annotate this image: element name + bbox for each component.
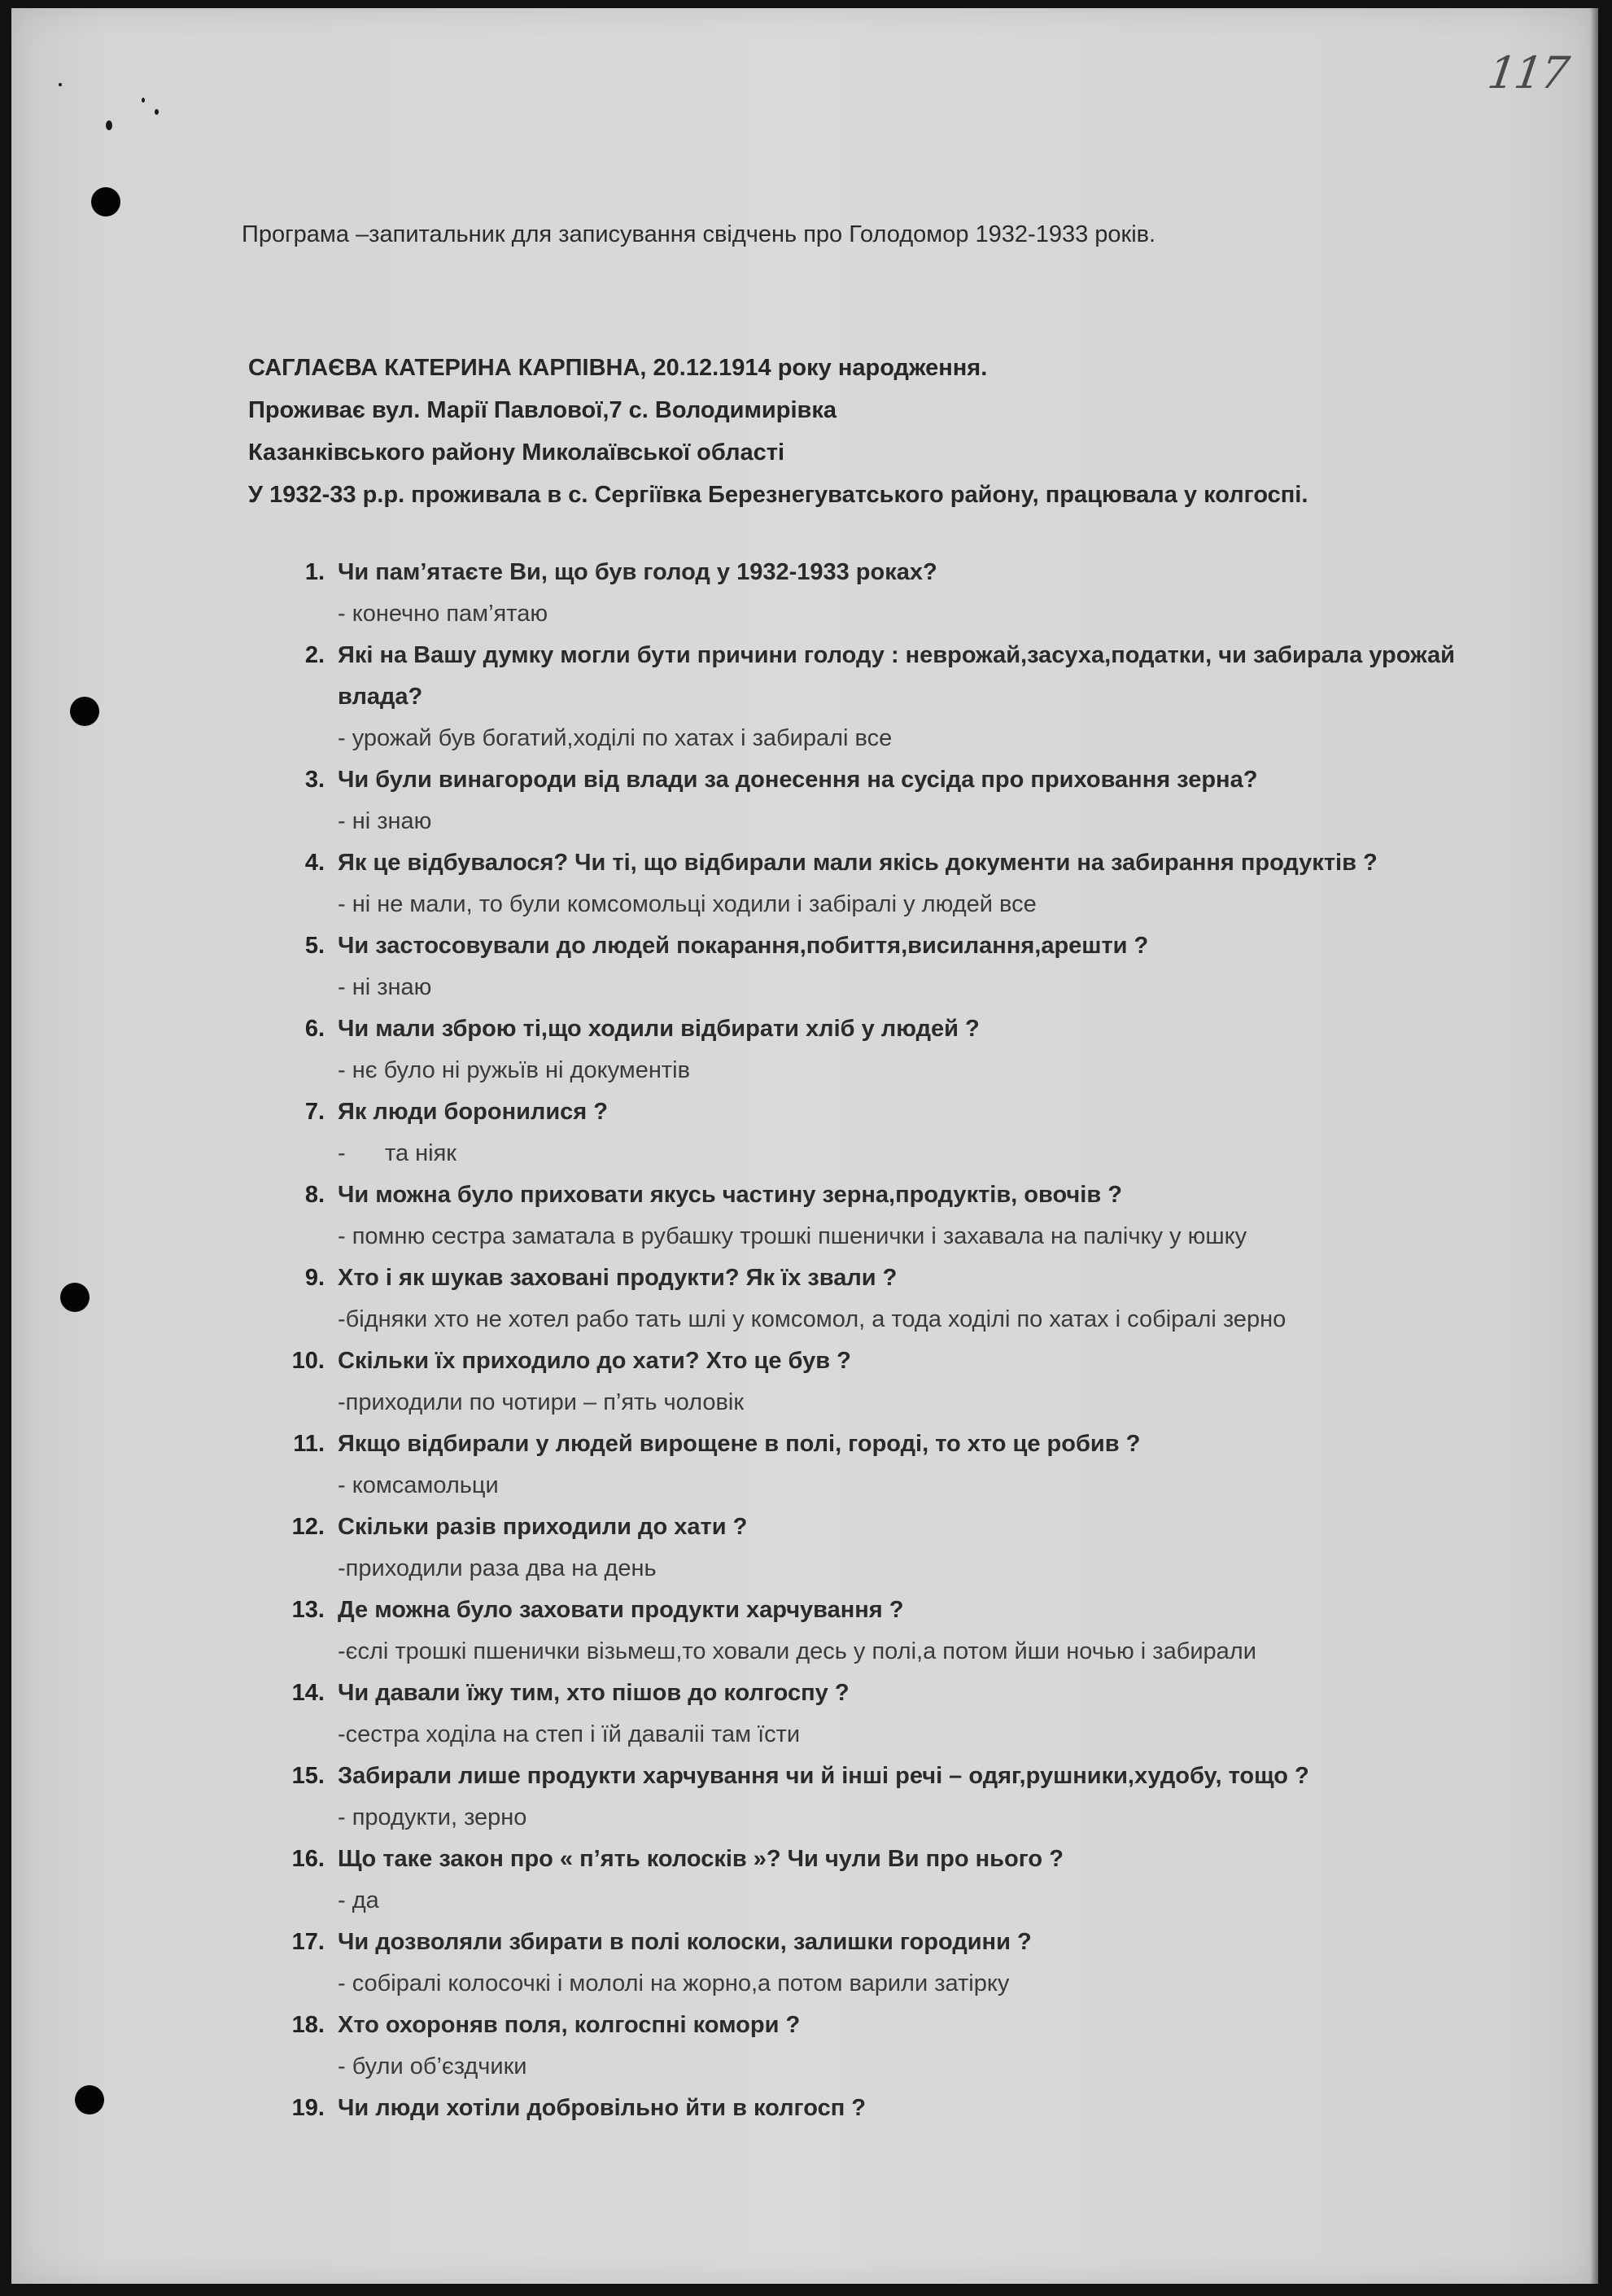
respondent-region-line: Казанківського району Миколаївської області <box>248 440 785 466</box>
question-number: 14. <box>291 1680 325 1706</box>
list-item <box>282 2088 1519 2129</box>
answer-text: - помню сестра заматала в рубашку трошкі пшенички і захавала на палічку у юшку <box>338 1223 1247 1249</box>
question-text: Скільки разів приходили до хати ? <box>338 1514 748 1540</box>
answer-text: - ні знаю <box>338 808 432 834</box>
answer-text: -сестра ходіла на степ і їй даваліі там їсти <box>338 1721 801 1747</box>
answer-text: - ні знаю <box>338 974 432 1000</box>
list-item <box>282 552 1519 635</box>
question-text: Чи давали їжу тим, хто пішов до колгоспу ? <box>338 1680 850 1706</box>
punch-hole-3 <box>60 1283 90 1312</box>
question-text: Як люди боронилися ? <box>338 1099 608 1125</box>
list-item <box>282 1174 1519 1257</box>
answer-text: - та ніяк <box>338 1140 457 1166</box>
page-edge-shadow <box>1590 8 1598 2284</box>
question-number: 5. <box>304 933 325 959</box>
document-page <box>11 8 1598 2284</box>
list-item <box>282 1091 1519 1174</box>
answer-text: - конечно пам’ятаю <box>338 601 548 627</box>
question-number: 11. <box>293 1431 325 1457</box>
question-number: 12. <box>291 1514 325 1540</box>
speck-4 <box>59 83 62 86</box>
question-text: Чи дозволяли збирати в полі колоски, залишки городини ? <box>338 1929 1032 1955</box>
list-item <box>282 1340 1519 1424</box>
answer-text: - урожай був богатий,ходілі по хатах і забиралі все <box>338 725 893 751</box>
list-item <box>282 1008 1519 1091</box>
answer-text: - були об’єздчики <box>338 2053 527 2080</box>
question-number: 17. <box>291 1929 325 1955</box>
question-text: Якщо відбирали у людей вирощене в полі, городі, то хто це робив ? <box>338 1431 1141 1457</box>
speck-2 <box>142 98 145 103</box>
list-item <box>282 925 1519 1008</box>
question-number: 2. <box>304 642 325 668</box>
list-item <box>282 1673 1519 1756</box>
list-item <box>282 759 1519 842</box>
question-number: 15. <box>291 1763 325 1789</box>
question-number: 19. <box>291 2095 325 2121</box>
question-text: Скільки їх приходило до хати? Хто це був ? <box>338 1348 851 1374</box>
question-text: Де можна було заховати продукти харчування ? <box>338 1597 904 1623</box>
list-item <box>282 1507 1519 1590</box>
list-item <box>282 635 1519 759</box>
answer-text: - собіралі колосочкі і мололі на жорно,а потом варили затірку <box>338 1970 1010 1996</box>
list-item <box>282 2005 1519 2088</box>
question-text: Хто і як шукав заховані продукти? Як їх звали ? <box>338 1265 898 1291</box>
document-title: Програма –запитальник для записування свідчень про Голодомор 1932-1933 років. <box>242 221 1156 247</box>
answer-text: -бідняки хто не хотел рабо тать шлі у комсомол, а тода ходілі по хатах і собіралі зерно <box>338 1306 1287 1332</box>
respondent-address-line: Проживає вул. Марії Павлової,7 с. Володимирівка <box>248 397 837 423</box>
question-answer-list <box>282 552 1519 2129</box>
list-item <box>282 842 1519 925</box>
question-text: Що таке закон про « п’ять колосків »? Чи чули Ви про нього ? <box>338 1846 1064 1872</box>
answer-text: -єслі трошкі пшенички візьмеш,то ховали десь у полі,а потом йши ночью і забирали <box>338 1638 1256 1664</box>
answer-text: - ні не мали, то були комсомольці ходили і забіралі у людей все <box>338 891 1037 917</box>
list-item <box>282 1839 1519 1922</box>
question-number: 16. <box>291 1846 325 1872</box>
punch-hole-4 <box>75 2085 104 2115</box>
list-item <box>282 1756 1519 1839</box>
question-number: 7. <box>304 1099 325 1125</box>
answer-text: -приходили по чотири – п’ять чоловік <box>338 1389 745 1415</box>
list-item <box>282 1922 1519 2005</box>
speck-1 <box>106 120 112 130</box>
speck-3 <box>155 109 159 115</box>
question-number: 3. <box>304 767 325 793</box>
punch-hole-1 <box>91 187 120 216</box>
question-text: Які на Вашу думку могли бути причини голоду : неврожай,засуха,податки, чи забирала урожай влада? <box>338 642 1455 710</box>
respondent-name-line: САГЛАЄВА КАТЕРИНА КАРПІВНА, 20.12.1914 року народження. <box>248 355 988 381</box>
question-number: 10. <box>291 1348 325 1374</box>
respondent-history-line: У 1932-33 р.р. проживала в с. Сергіївка Березнегуватського району, працювала у колгоспі. <box>248 482 1308 508</box>
question-number: 1. <box>304 559 325 585</box>
question-number: 4. <box>304 850 325 876</box>
question-text: Як це відбувалося? Чи ті, що відбирали мали якісь документи на забирання продуктів ? <box>338 850 1378 876</box>
answer-text: - да <box>338 1887 379 1913</box>
punch-hole-2 <box>70 697 99 726</box>
question-text: Хто охороняв поля, колгоспні комори ? <box>338 2012 801 2038</box>
list-item <box>282 1257 1519 1340</box>
question-text: Чи були винагороди від влади за донесення на сусіда про приховання зерна? <box>338 767 1258 793</box>
list-item <box>282 1424 1519 1507</box>
question-number: 18. <box>291 2012 325 2038</box>
question-number: 9. <box>304 1265 325 1291</box>
question-text: Чи мали зброю ті,що ходили відбирати хліб у людей ? <box>338 1016 980 1042</box>
question-text: Забирали лише продукти харчування чи й інші речі – одяг,рушники,худобу, тощо ? <box>338 1763 1309 1789</box>
question-text: Чи пам’ятаєте Ви, що був голод у 1932-1933 роках? <box>338 559 937 585</box>
answer-text: - комсамольци <box>338 1472 499 1498</box>
list-item <box>282 1590 1519 1673</box>
question-text: Чи люди хотіли добровільно йти в колгосп ? <box>338 2095 867 2121</box>
page-number: 117 <box>1484 47 1571 98</box>
question-number: 13. <box>291 1597 325 1623</box>
question-text: Чи можна було приховати якусь частину зерна,продуктів, овочів ? <box>338 1182 1122 1208</box>
question-number: 8. <box>304 1182 325 1208</box>
answer-text: -приходили раза два на день <box>338 1555 657 1581</box>
question-number: 6. <box>304 1016 325 1042</box>
question-text: Чи застосовували до людей покарання,побиття,висилання,арешти ? <box>338 933 1149 959</box>
answer-text: - нє було ні ружьїв ні документів <box>338 1057 690 1083</box>
answer-text: - продукти, зерно <box>338 1804 527 1830</box>
respondent-header <box>248 347 1308 516</box>
